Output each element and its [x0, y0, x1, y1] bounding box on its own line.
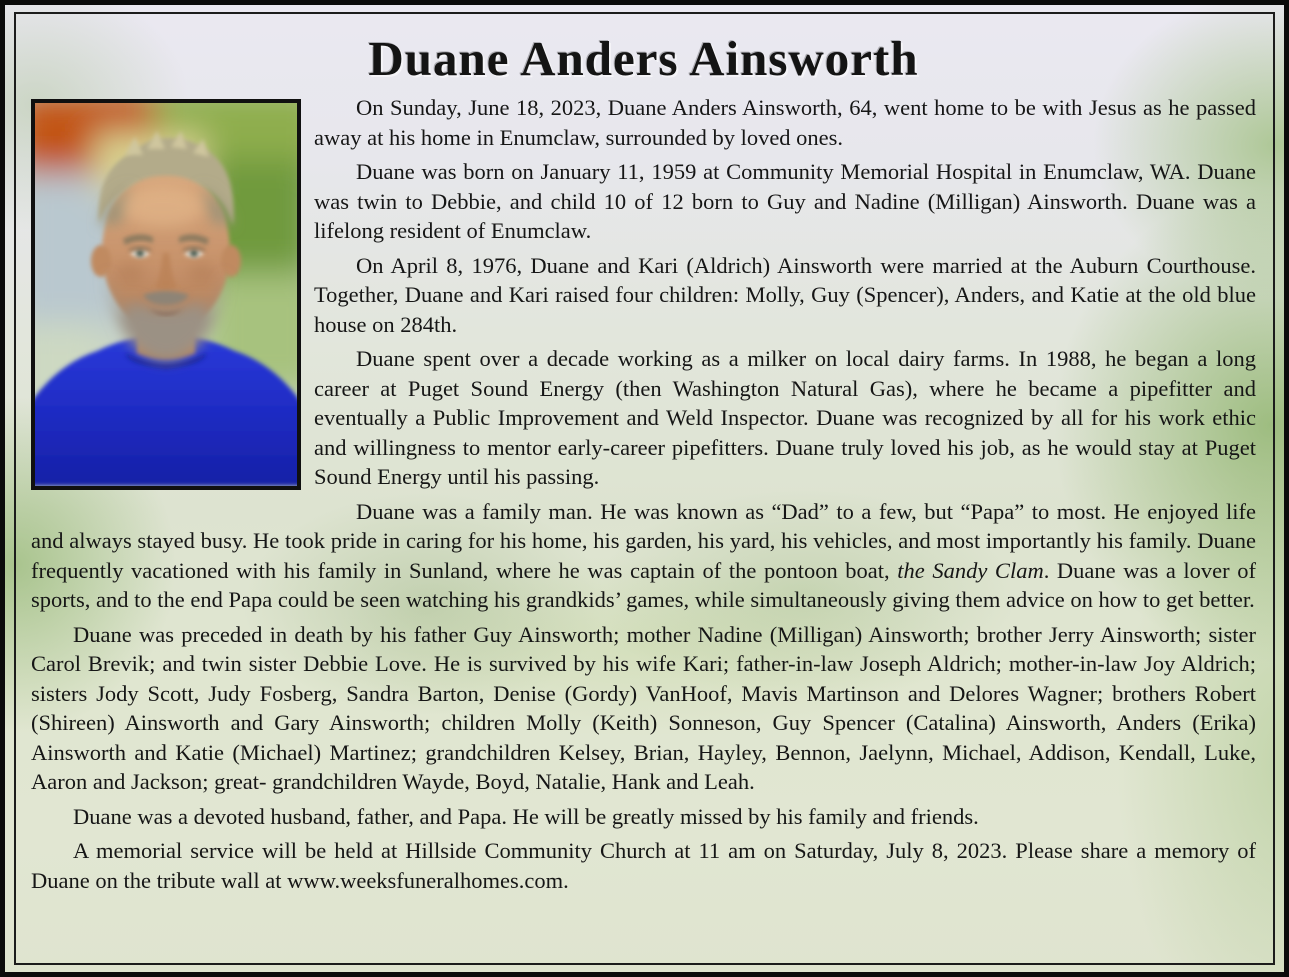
family-life-text-continued: . Duane was a lover of sports, and to the end Papa could be seen watching his grandkids’ games, while simultaneously giving them advice on how to get better.	[31, 557, 1256, 612]
portrait-photo-graphic	[35, 103, 297, 486]
boat-name: the Sandy Clam	[897, 557, 1044, 583]
obituary-body	[31, 93, 1256, 895]
portrait-photo	[31, 99, 301, 490]
service-info-text: A memorial service will be held at Hillside Community Church at 11 am on Saturday, July 8, 2023. Please share a memory of Duane on the tribute wall at	[31, 838, 1256, 893]
obituary-paragraph-career: Duane spent over a decade working as a milker on local dairy farms. In 1988, he began a long career at Puget Sound Energy (then Washington Natural Gas), where he became a pipefitter and eventually a Public Improvement and Weld Inspector. Duane was recognized by all for his work ethic and willingness to mentor early-career pipefitters. Duane truly loved his job, as he would stay at Puget Sound Energy until his passing.	[314, 346, 1256, 489]
obituary-paragraph-service-info	[31, 836, 1256, 895]
website-url: www.weeksfuneralhomes.com	[287, 867, 564, 893]
family-life-text: Duane was a family man. He was known as “Dad” to a few, but “Papa” to most. He enjoyed life and always stayed busy. He took pride in caring for his home, his garden, his yard, his vehicles, and most importantly his family. Duane frequently vacationed with his family in Sunland, where he was captain of the pontoon boat,	[31, 498, 1256, 583]
obituary-title: Duane Anders Ainsworth	[368, 31, 919, 86]
service-info-period: .	[563, 867, 569, 893]
obituary-paragraph-tribute: Duane was a devoted husband, father, and Papa. He will be greatly missed by his family and friends.	[73, 803, 979, 829]
obituary-paragraph-marriage: On April 8, 1976, Duane and Kari (Aldrich) Ainsworth were married at the Auburn Courthouse. Together, Duane and Kari raised four children: Molly, Guy (Spencer), Anders, and Katie at the old blue house on 284th.	[314, 252, 1256, 337]
obituary-paragraph-family-life	[31, 497, 1256, 615]
obituary-paragraph-birth: Duane was born on January 11, 1959 at Community Memorial Hospital in Enumclaw, WA. Duane was twin to Debbie, and child 10 of 12 born to Guy and Nadine (Milligan) Ainsworth. Duane was a lifelong resident of Enumclaw.	[314, 159, 1256, 243]
obituary-inner-frame	[14, 12, 1275, 965]
obituary-paragraph-survivors: Duane was preceded in death by his father Guy Ainsworth; mother Nadine (Milligan) Ainsworth; brother Jerry Ainsworth; sister Carol Brevik; and twin sister Debbie Love. He is survived by his wife Kari; father-in-law Joseph Aldrich; mother-in-law Joy Aldrich; sisters Jody Scott, Judy Fosberg, Sandra Barton, Denise (Gordy) VanHoof, Mavis Martinson and Delores Wagner; brothers Robert (Shireen) Ainsworth and Gary Ainsworth; children Molly (Keith) Sonneson, Guy Spencer (Catalina) Ainsworth, Anders (Erika) Ainsworth and Katie (Michael) Martinez; grandchildren Kelsey, Brian, Hayley, Bennon, Jaelynn, Michael, Addison, Kendall, Luke, Aaron and Jackson; great- grandchildren Wayde, Boyd, Natalie, Hank and Leah.	[31, 621, 1256, 794]
obituary-paragraph-death-notice: On Sunday, June 18, 2023, Duane Anders Ainsworth, 64, went home to be with Jesus as he passed away at his home in Enumclaw, surrounded by loved ones.	[314, 95, 1256, 150]
